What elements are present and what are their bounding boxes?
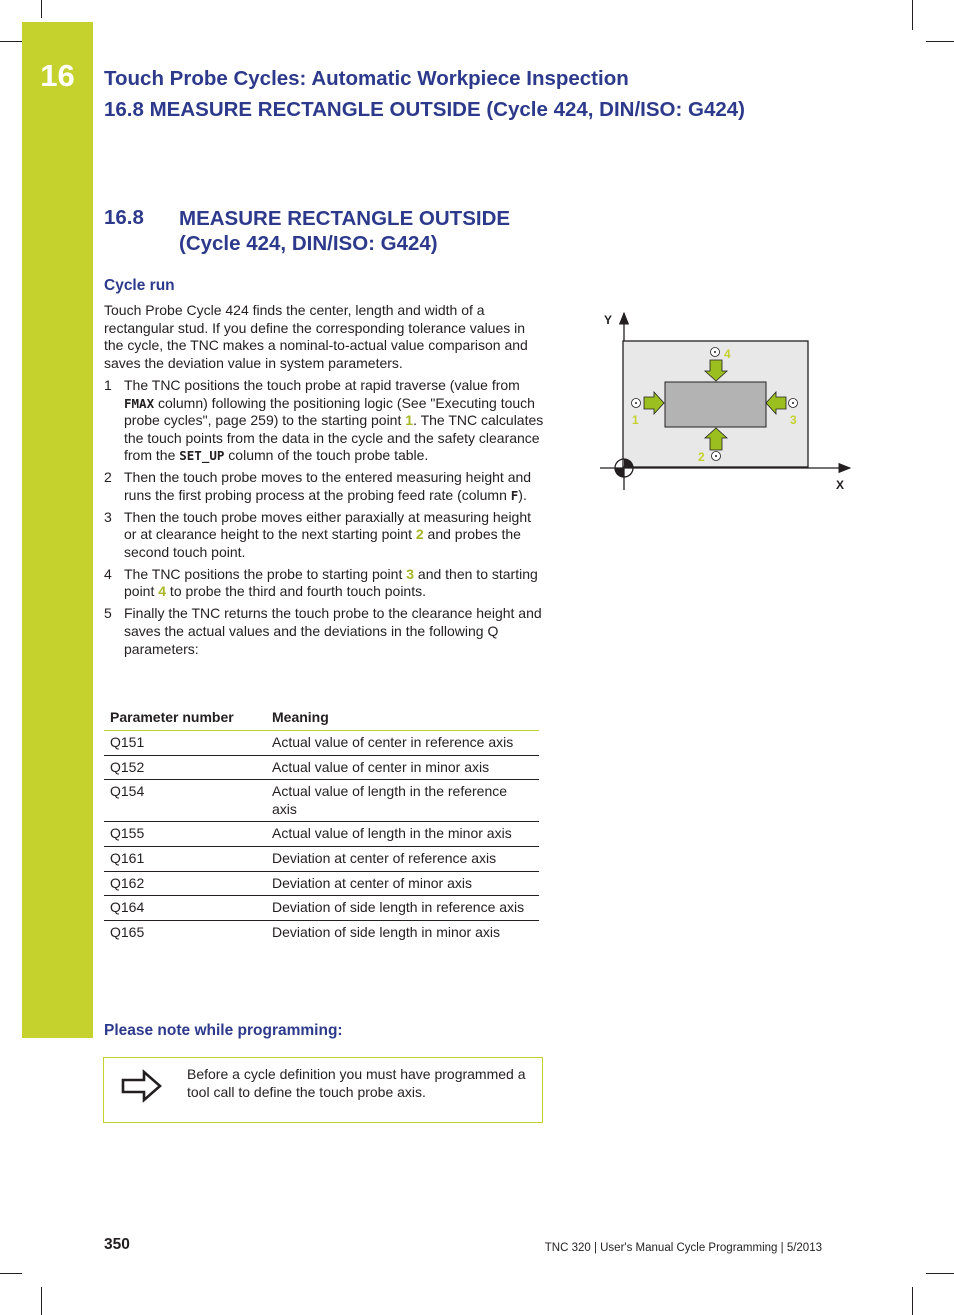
param-cell: Q152 bbox=[104, 755, 266, 780]
chapter-tab bbox=[22, 22, 93, 1038]
section-title-line1: MEASURE RECTANGLE OUTSIDE bbox=[179, 207, 511, 230]
chapter-title: Touch Probe Cycles: Automatic Workpiece Inspection bbox=[104, 67, 629, 90]
section-title-line2: (Cycle 424, DIN/ISO: G424) bbox=[179, 232, 438, 255]
footer-text: TNC 320 | User's Manual Cycle Programming | 5/2013 bbox=[544, 1242, 822, 1254]
crop-mark bbox=[912, 0, 913, 30]
q-parameter-table bbox=[104, 707, 539, 944]
x-axis-label: X bbox=[836, 478, 845, 492]
crop-mark bbox=[912, 1287, 913, 1315]
param-cell: Q155 bbox=[104, 822, 266, 847]
table-row bbox=[104, 822, 539, 847]
point-label-4: 4 bbox=[724, 347, 731, 361]
column-header: Parameter number bbox=[104, 707, 266, 731]
crop-mark bbox=[0, 41, 22, 42]
step-number: 3 bbox=[104, 508, 112, 525]
meaning-cell: Deviation of side length in minor axis bbox=[272, 923, 501, 940]
point-ref: 3 bbox=[406, 565, 415, 582]
point-label-3: 3 bbox=[790, 413, 797, 427]
param-cell: Q151 bbox=[104, 731, 266, 756]
meaning-cell: Deviation at center of reference axis bbox=[266, 846, 539, 871]
meaning-cell: Actual value of length in the reference axis bbox=[266, 780, 539, 822]
table-row bbox=[104, 896, 539, 921]
list-item: 4 The TNC positions the probe to starting point 3 and then to starting point 4 to probe the third and fourth touch points. bbox=[104, 565, 538, 600]
meaning-cell: Deviation at center of minor axis bbox=[266, 871, 539, 896]
param-cell: Q154 bbox=[104, 780, 266, 822]
param-cell: Q164 bbox=[104, 896, 266, 921]
list-item: 2 Then the touch probe moves to the entered measuring height and runs the first probing process at the probing feed rate (column F). bbox=[104, 469, 532, 503]
list-item: 5 Finally the TNC returns the touch probe to the clearance height and saves the actual values and the deviations in the following Q parameters: bbox=[104, 605, 542, 657]
arrow-right-icon bbox=[120, 1068, 164, 1104]
crop-mark bbox=[41, 0, 42, 18]
table-row bbox=[104, 731, 539, 756]
note-box bbox=[103, 1057, 543, 1123]
step-number: 4 bbox=[104, 565, 112, 582]
keyword: SET_UP bbox=[179, 448, 225, 464]
step-number: 2 bbox=[104, 469, 112, 486]
chapter-number: 16 bbox=[40, 58, 75, 93]
point-label-2: 2 bbox=[698, 450, 705, 464]
point-label-1: 1 bbox=[632, 413, 639, 427]
list-item: 3 Then the touch probe moves either paraxially at measuring height or at clearance height to the next starting point 2 and probes the second touch point. bbox=[104, 508, 532, 560]
point-ref: 2 bbox=[415, 526, 424, 543]
running-header: 16.8 MEASURE RECTANGLE OUTSIDE (Cycle 424, DIN/ISO: G424) bbox=[104, 98, 745, 121]
page-number: 350 bbox=[104, 1236, 130, 1253]
step-number: 5 bbox=[104, 605, 112, 622]
table-row bbox=[104, 846, 539, 871]
param-cell: Q161 bbox=[104, 846, 266, 871]
column-header: Meaning bbox=[266, 707, 539, 731]
section-number: 16.8 bbox=[104, 206, 144, 229]
y-axis-label: Y bbox=[604, 313, 613, 327]
cycle-steps bbox=[104, 377, 544, 662]
crop-mark bbox=[41, 1287, 42, 1315]
note-heading: Please note while programming: bbox=[104, 1022, 343, 1039]
cycle-run-heading: Cycle run bbox=[104, 277, 175, 294]
rectangular-stud bbox=[665, 382, 766, 427]
keyword: FMAX bbox=[124, 395, 155, 411]
crop-mark bbox=[926, 1273, 954, 1274]
table-row bbox=[104, 755, 539, 780]
note-text: Before a cycle definition you must have programmed a tool call to define the touch probe axis. bbox=[187, 1066, 526, 1100]
cycle-run-intro: Touch Probe Cycle 424 finds the center, length and width of a rectangular stud. If you define the corresponding tolerance values in the cycle, the TNC makes a nominal-to-actual value comparison and saves the deviation value in system parameters. bbox=[104, 302, 528, 371]
table-header-row bbox=[104, 707, 539, 731]
datum-icon bbox=[615, 459, 633, 477]
keyword: F bbox=[510, 487, 519, 503]
crop-mark bbox=[0, 1273, 22, 1274]
section-title bbox=[179, 206, 579, 256]
point-ref: 4 bbox=[158, 583, 167, 600]
meaning-cell: Actual value of center in minor axis bbox=[266, 755, 539, 780]
table-row bbox=[104, 780, 539, 822]
meaning-cell: Actual value of length in the minor axis bbox=[266, 822, 539, 847]
table-row bbox=[104, 920, 539, 944]
list-item: 1 The TNC positions the touch probe at rapid traverse (value from FMAX column) following the positioning logic (See "Executing touch probe cycles", page 259) to the starting point 1. The TNC calculates the touch points from the data in the cycle and the safety clearance from the SET_UP column of the touch probe table. bbox=[104, 377, 544, 464]
param-cell: Q165 bbox=[110, 923, 145, 940]
meaning-cell: Deviation of side length in reference axis bbox=[266, 896, 539, 921]
point-ref: 1 bbox=[405, 412, 414, 429]
step-number: 1 bbox=[104, 377, 112, 393]
rectangle-measure-figure bbox=[596, 305, 858, 495]
meaning-cell: Actual value of center in reference axis bbox=[266, 731, 539, 756]
crop-mark bbox=[926, 41, 954, 42]
table-row bbox=[104, 871, 539, 896]
param-cell: Q162 bbox=[104, 871, 266, 896]
